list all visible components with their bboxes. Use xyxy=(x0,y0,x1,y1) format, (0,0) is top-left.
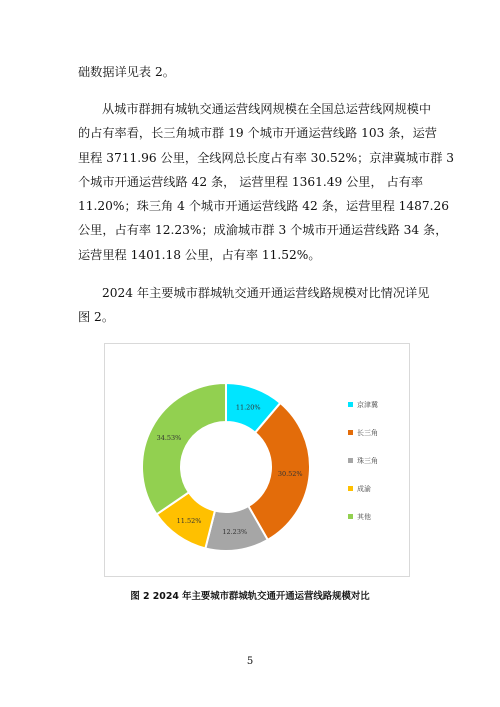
legend-swatch xyxy=(348,402,353,407)
slice-data-label: 12.23% xyxy=(222,527,248,536)
slice-data-label: 11.52% xyxy=(176,516,202,525)
page-number: 5 xyxy=(246,656,254,667)
legend-swatch xyxy=(348,458,353,463)
paragraph xyxy=(78,97,455,267)
legend-label: 其他 xyxy=(357,513,371,521)
legend-label: 珠三角 xyxy=(357,457,378,465)
donut-slice xyxy=(142,383,226,514)
paragraph-line: 的占有率看，长三角城市群 19 个城市开通运营线路 103 条，运营 xyxy=(78,126,437,141)
slice-data-label: 11.20% xyxy=(235,403,261,412)
slice-data-label: 34.53% xyxy=(156,433,182,442)
legend-swatch xyxy=(348,514,353,519)
paragraph-line: 个城市开通运营线路 42 条， 运营里程 1361.49 公里， 占有率 xyxy=(78,174,424,189)
paragraph-line: 11.20%；珠三角 4 个城市开通运营线路 42 条，运营里程 1487.26 xyxy=(78,199,450,214)
legend-label: 长三角 xyxy=(357,429,378,437)
chart-svg xyxy=(105,344,409,576)
paragraph-line: 础数据详见表 2。 xyxy=(78,65,175,79)
paragraph-line: 图 2。 xyxy=(78,310,115,325)
paragraph-line: 公里，占有率 12.23%；成渝城市群 3 个城市开通运营线路 34 条， xyxy=(78,223,448,238)
legend-swatch xyxy=(348,486,353,491)
paragraph xyxy=(78,281,440,330)
slice-data-label: 30.52% xyxy=(277,469,303,478)
paragraph-line: 2024 年主要城市群城轨交通开通运营线路规模对比情况详见 xyxy=(102,286,430,300)
paragraph xyxy=(78,60,440,84)
legend-label: 成渝 xyxy=(357,485,371,493)
figure-caption: 图 2 2024 年主要城市群城轨交通开通运营线路规模对比 xyxy=(130,591,370,602)
legend-label: 京津冀 xyxy=(357,401,378,409)
paragraph-line: 里程 3711.96 公里，全线网总长度占有率 30.52%；京津冀城市群 3 xyxy=(78,150,455,165)
paragraph-line: 运营里程 1401.18 公里，占有率 11.52%。 xyxy=(78,247,321,262)
donut-chart xyxy=(104,343,410,577)
paragraph-line: 从城市群拥有城轨交通运营线网规模在全国总运营线网规模中 xyxy=(102,102,432,116)
legend-swatch xyxy=(348,430,353,435)
